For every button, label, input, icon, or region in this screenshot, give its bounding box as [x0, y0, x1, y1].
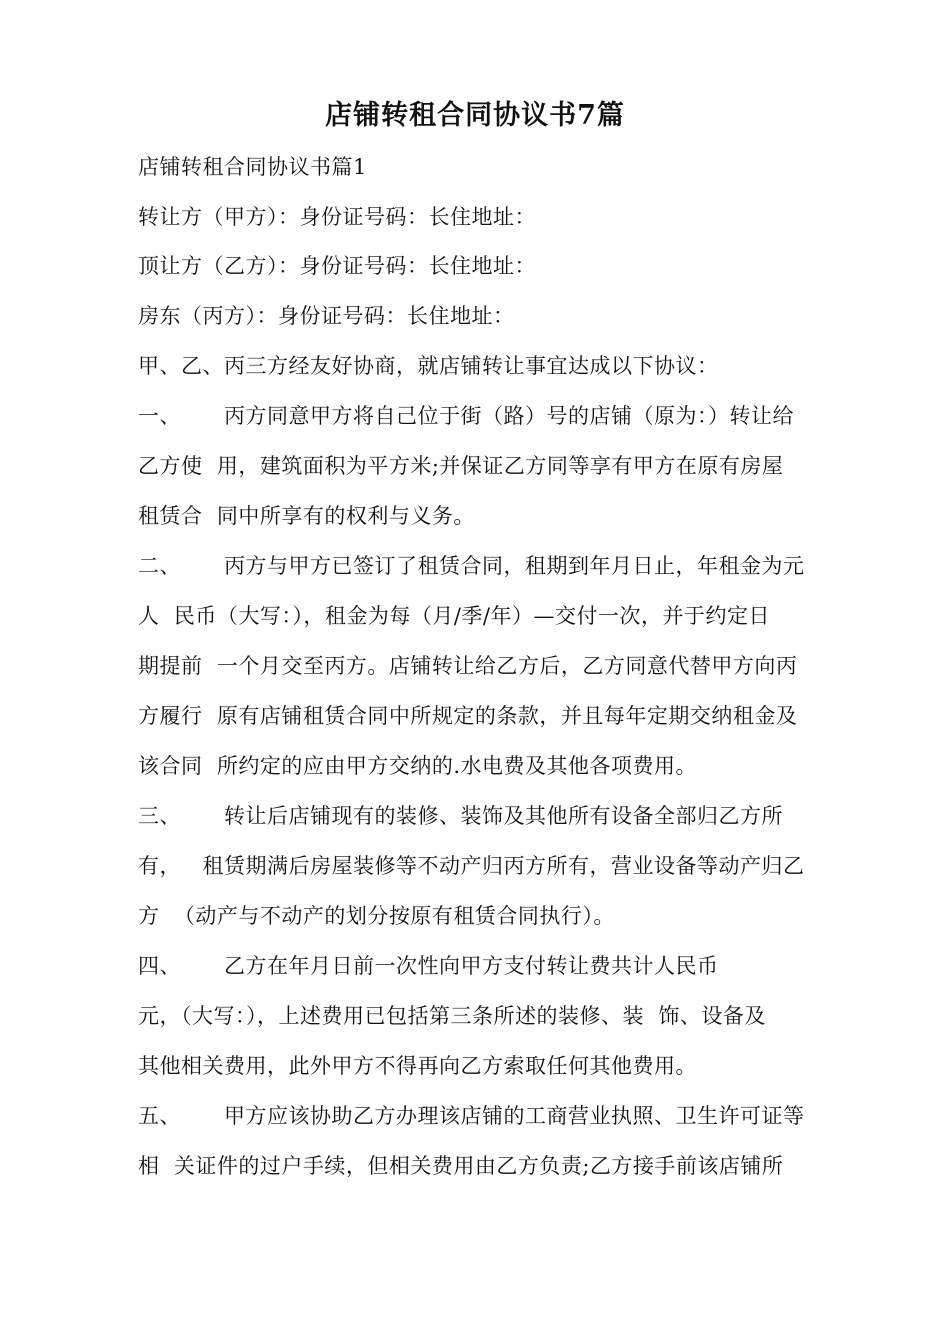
clause-line: 人 民币（大写：），租金为每（月/季/年）—交付一次，并于约定日 [138, 604, 770, 628]
clause-line: 有， 租赁期满后房屋装修等不动产归丙方所有，营业设备等动产归乙 [138, 854, 805, 878]
clause-line: 二、 丙方与甲方已签订了租赁合同，租期到年月日止，年租金为元 [138, 554, 805, 578]
clause-line: 元，（大写：），上述费用已包括第三条所述的装修、装 饰、设备及 [138, 1004, 766, 1028]
clause-line: 该合同 所约定的应由甲方交纳的.水电费及其他各项费用。 [138, 754, 698, 778]
clause-line: 租赁合 同中所享有的权利与义务。 [138, 504, 475, 528]
clause-line: 期提前 一个月交至丙方。店铺转让给乙方后，乙方同意代替甲方向丙 [138, 654, 798, 678]
party-b-line: 顶让方（乙方）：身份证号码：长住地址： [138, 254, 536, 278]
document-title: 店铺转租合同协议书7篇 [325, 100, 625, 131]
clause-line: 相 关证件的过户手续，但相关费用由乙方负责;乙方接手前该店铺所 [138, 1154, 784, 1178]
agreement-intro: 甲、乙、丙三方经友好协商，就店铺转让事宜达成以下协议： [138, 354, 719, 378]
clause-line: 三、 转让后店铺现有的装修、装饰及其他所有设备全部归乙方所 [138, 804, 784, 828]
clause-line: 五、 甲方应该协助乙方办理该店铺的工商营业执照、卫生许可证等 [138, 1104, 805, 1128]
clause-line: 其他相关费用，此外甲方不得再向乙方索取任何其他费用。 [138, 1054, 697, 1078]
clause-line: 四、 乙方在年月日前一次性向甲方支付转让费共计人民币 [138, 954, 719, 978]
clause-line: 方履行 原有店铺租赁合同中所规定的条款，并且每年定期交纳租金及 [138, 704, 798, 728]
party-a-line: 转让方（甲方）：身份证号码：长住地址： [138, 205, 536, 229]
section-heading: 店铺转租合同协议书篇1 [138, 155, 367, 179]
clause-line: 一、 丙方同意甲方将自己位于街（路）号的店铺（原为：）转让给 [138, 404, 795, 428]
clause-line: 乙方使 用，建筑面积为平方米;并保证乙方同等享有甲方在原有房屋 [138, 454, 784, 478]
clause-line: 方 （动产与不动产的划分按原有租赁合同执行）。 [138, 904, 615, 928]
party-c-line: 房东（丙方）：身份证号码：长住地址： [138, 304, 515, 328]
